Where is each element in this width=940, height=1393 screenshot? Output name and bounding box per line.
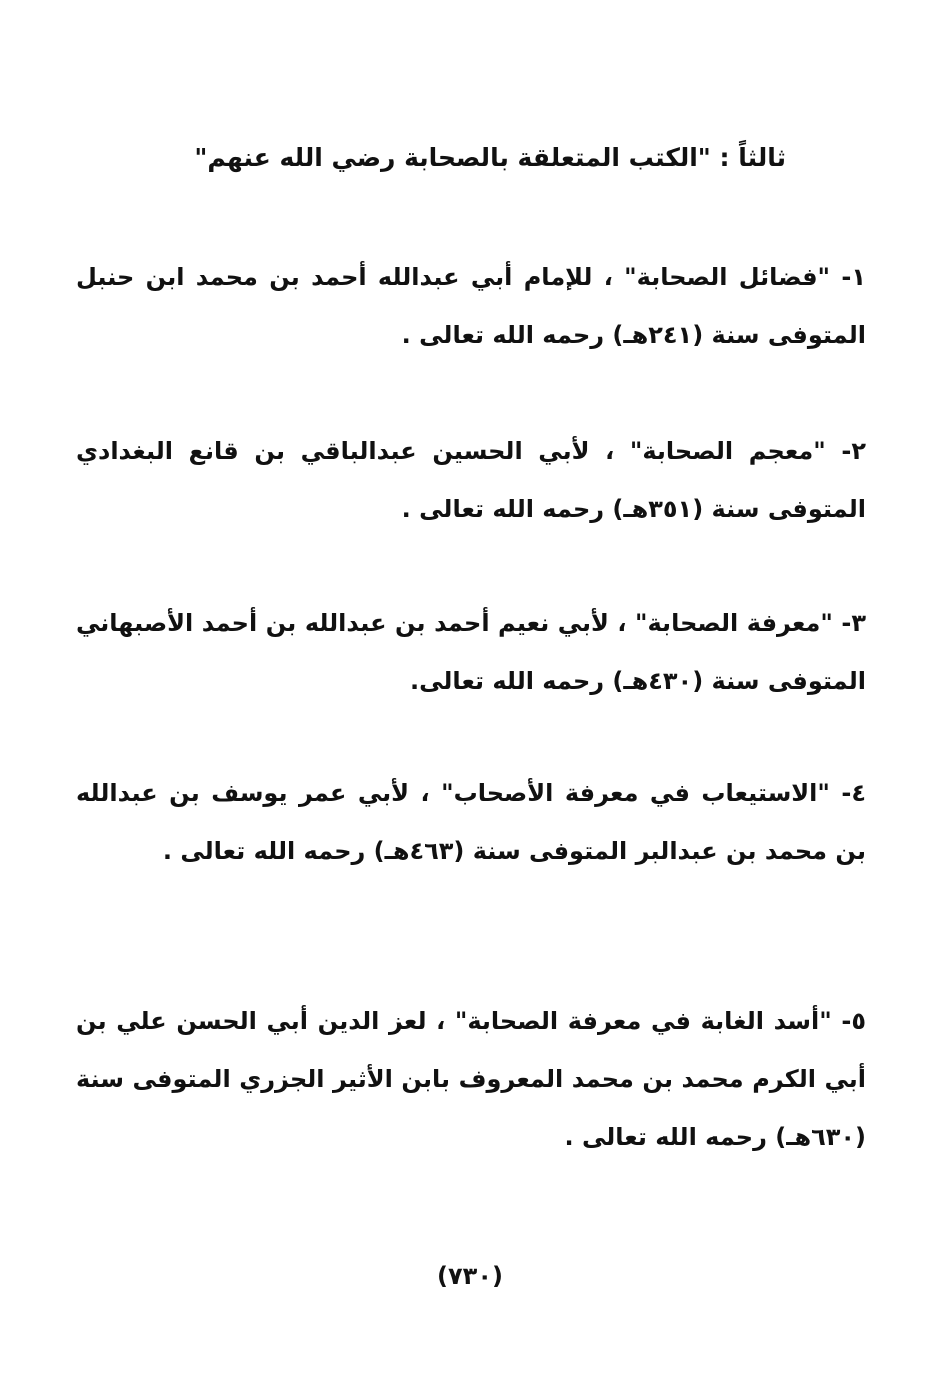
book-entry-text: ١- "فضائل الصحابة" ، للإمام أبي عبدالله أحمد بن محمد ابن حنبل المتوفى سنة (٢٤١هـ) رحمه الله تعالى . <box>76 263 866 349</box>
book-entry-5 <box>76 992 866 1166</box>
book-entry-text: ٥- "أسد الغابة في معرفة الصحابة" ، لعز الدين أبي الحسن علي بن أبي الكرم محمد بن محمد المعروف بابن الأثير الجزري المتوفى سنة (٦٣٠هـ) رحمه الله تعالى . <box>76 1007 866 1151</box>
book-entry-text: ٢- "معجم الصحابة" ، لأبي الحسين عبدالباقي بن قانع البغدادي المتوفى سنة (٣٥١هـ) رحمه الله تعالى . <box>76 437 866 523</box>
book-entry-1 <box>76 248 866 364</box>
book-entry-3 <box>76 594 866 710</box>
book-entry-text: ٤- "الاستيعاب في معرفة الأصحاب" ، لأبي عمر يوسف بن عبدالله بن محمد بن عبدالبر المتوفى سنة (٤٦٣هـ) رحمه الله تعالى . <box>76 779 866 865</box>
page-number: (٧٣٠) <box>437 1262 503 1290</box>
book-entry-text: ٣- "معرفة الصحابة" ، لأبي نعيم أحمد بن عبدالله بن أحمد الأصبهاني المتوفى سنة (٤٣٠هـ) رحمه الله تعالى. <box>76 609 866 695</box>
book-entry-2 <box>76 422 866 538</box>
section-heading: ثالثاً : "الكتب المتعلقة بالصحابة رضي الله عنهم" <box>194 143 786 172</box>
book-entry-4 <box>76 764 866 880</box>
